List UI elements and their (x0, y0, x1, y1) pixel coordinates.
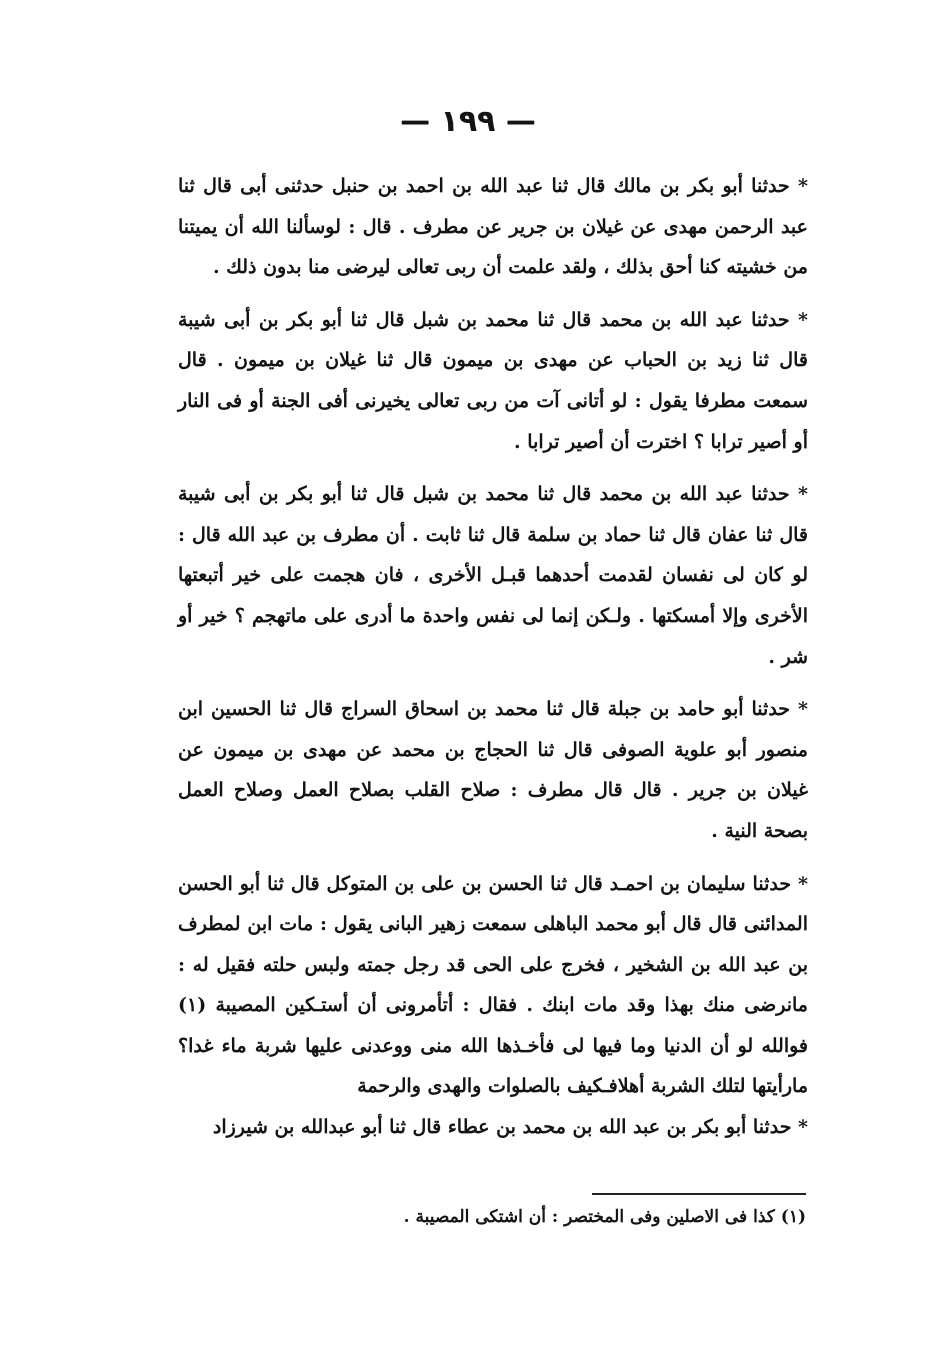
paragraph-2: * حدثنا عبد الله بن محمد قال ثنا محمد بن شبل قال ثنا أبو بكر بن أبى شيبة قال ثنا زيد بن الحباب عن مهدى بن ميمون قال ثنا غيلان بن ميمون . قال سمعت مطرفا يقول : لو أتانى آت من ربى تعالى يخيرنى أفى الجنة أو فى النار أو أصير ترابا ؟ اخترت أن أصير ترابا . (178, 308, 808, 453)
paragraph-5: * حدثنا سليمان بن احمـد قال ثنا الحسن بن على بن المتوكل قال ثنا أبو الحسن المدائنى قال قال أبو محمد الباهلى سمعت زهير البانى يقول : مات ابن لمطرف بن عبد الله بن الشخير ، فخرج على الحى قد رجل جمته ولبس حلته فقيل له : مانرضى منك بهذا وقد مات ابنك . فقال : أتأمرونى أن أستـكين المصيبة (١) فوالله لو أن الدنيا وما فيها لى فأخـذها الله منى ووعدنى عليها شربة ماء غدا؟مارأيتها لتلك الشربة أهلافـكيف بالصلوات والهدى والرحمة (178, 872, 808, 1098)
paragraph-4: * حدثنا أبو حامد بن جبلة قال ثنا محمد بن اسحاق السراج قال ثنا الحسين ابن منصور أبو علوية الصوفى قال ثنا الحجاج بن محمد عن مهدى بن ميمون عن غيلان بن جرير . قال قال مطرف : صلاح القلب بصلاح العمل وصلاح العمل بصحة النية . (178, 698, 808, 842)
main-text (178, 166, 808, 1148)
paragraph-3: * حدثنا عبد الله بن محمد قال ثنا محمد بن شبل قال ثنا أبو بكر بن أبى شيبة قال ثنا عفان قال ثنا حماد بن سلمة قال ثنا ثابت . أن مطرف بن عبد الله قال : لو كان لى نفسان لقدمت أحدهما قبـل الأخرى ، فان هجمت على خير أتبعتها الأخرى وإلا أمسكتها . ولـكن إنما لى نفس واحدة ما أدرى على ماتهجم ؟ خير أو شر . (178, 483, 808, 668)
page-number: — ١٩٩ — (400, 104, 536, 139)
footnote: (١) كذا فى الاصلين وفى المختصر : أن اشتكى المصيبة . (403, 1207, 806, 1227)
footnote-separator (592, 1193, 806, 1195)
paragraph-1: * حدثنا أبو بكر بن مالك قال ثنا عبد الله بن احمد بن حنبل حدثنى أبى قال ثنا عبد الرحمن مهدى عن غيلان بن جرير عن مطرف . قال : لوسألنا الله أن يميتنا من خشيته كنا أحق بذلك ، ولقد علمت أن ربى تعالى ليرضى منا بدون ذلك . (178, 175, 808, 279)
paragraph-6: * حدثنا أبو بكر بن عبد الله بن محمد بن عطاء قال ثنا أبو عبدالله بن شيرزاد (212, 1116, 808, 1139)
